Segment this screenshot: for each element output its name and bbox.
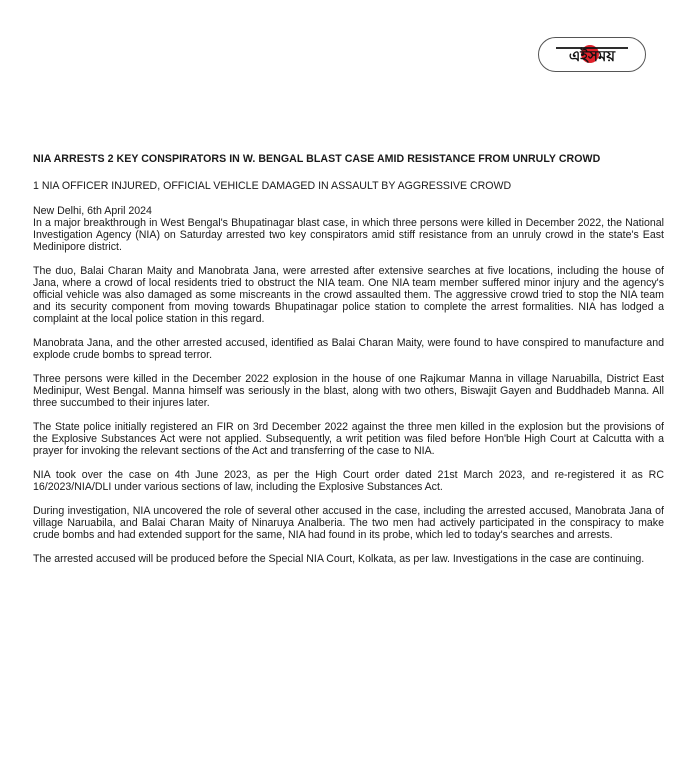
article-paragraph: Manobrata Jana, and the other arrested accused, identified as Balai Charan Maity, were found to have conspired to manufacture and explode crude bombs to spread terror. xyxy=(33,337,664,361)
article-paragraph: Three persons were killed in the December 2022 explosion in the house of one Rajkumar Manna in village Naruabilla, District East Medinipur, West Bengal. Manna himself was seriously in the blast, along with two others, Biswajit Gayen and Buddhadeb Manna. All three succumbed to their injures later. xyxy=(33,373,664,409)
article-paragraph: The State police initially registered an FIR on 3rd December 2022 against the three men killed in the explosion but the provisions of the Explosive Substances Act were not applied. Subsequently, a writ petition was filed before Hon'ble High Court at Calcutta with a prayer for invoking the relevant sections of the Act and transferring of the case to NIA. xyxy=(33,421,664,457)
article-paragraph: NIA took over the case on 4th June 2023, as per the High Court order dated 21st March 2023, and re-registered it as RC 16/2023/NIA/DLI under various sections of law, including the Explosive Substances Act. xyxy=(33,469,664,493)
article-paragraph: During investigation, NIA uncovered the role of several other accused in the case, including the arrested accused, Manobrata Jana of village Naruabila, and Balai Charan Maity of Ninaruya Analberia. The two men had actively participated in the conspiracy to make crude bombs and had extended support for the same, NIA had found in its probe, which led to today's searches and arrests. xyxy=(33,505,664,541)
ei-samay-logo xyxy=(538,37,646,72)
article-paragraph: In a major breakthrough in West Bengal's Bhupatinagar blast case, in which three persons were killed in December 2022, the National Investigation Agency (NIA) on Saturday arrested two key conspirators amid stiff resistance from an unruly crowd in the state's East Medinipore district. xyxy=(33,217,664,253)
article-subheadline: 1 NIA OFFICER INJURED, OFFICIAL VEHICLE DAMAGED IN ASSAULT BY AGGRESSIVE CROWD xyxy=(33,180,512,192)
article-dateline: New Delhi, 6th April 2024 xyxy=(33,205,152,217)
ei-samay-logo-icon xyxy=(552,42,632,68)
logo-text: এইসময় xyxy=(568,46,616,65)
article-body xyxy=(33,152,664,577)
article-paragraph: The duo, Balai Charan Maity and Manobrata Jana, were arrested after extensive searches at five locations, including the house of Jana, where a crowd of local residents tried to obstruct the NIA team. One NIA team member suffered minor injury and the agency's official vehicle was also damaged as some miscreants in the crowd assaulted them. The aggressive crowd tried to stop the NIA team and its security component from moving towards Bhupatinagar police station to complete the arrest formalities. NIA has lodged a complaint at the local police station in this regard. xyxy=(33,265,664,325)
article-headline: NIA ARRESTS 2 KEY CONSPIRATORS IN W. BENGAL BLAST CASE AMID RESISTANCE FROM UNRULY CROWD xyxy=(33,153,601,165)
article-paragraph: The arrested accused will be produced before the Special NIA Court, Kolkata, as per law. Investigations in the case are continuing. xyxy=(33,553,645,565)
